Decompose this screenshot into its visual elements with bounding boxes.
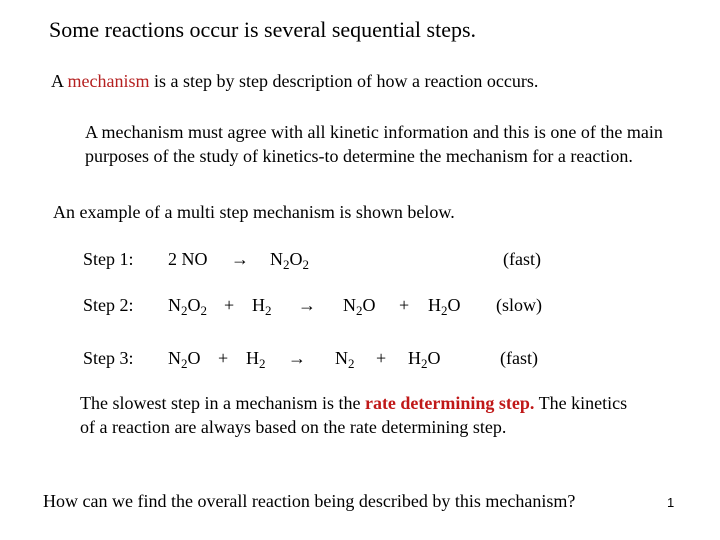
step-3-product-2: $H_2O$	[408, 348, 441, 371]
step-2-product-1: $N_2O$	[343, 295, 376, 318]
step-2-arrow: →	[298, 295, 316, 315]
step-3-reactant-2: $H_2$	[246, 348, 266, 371]
step-2-plus-1: +	[224, 295, 235, 315]
step-2-product-2: $H_2O$	[428, 295, 461, 318]
step-3-product-1: $N_2$	[335, 348, 355, 371]
step-3-plus-1: +	[218, 348, 229, 368]
rate-text-prefix: The slowest step in a mechanism is the	[80, 393, 365, 413]
mechanism-paragraph: A mechanism must agree with all kinetic information and this is one of the main purposes of the study of kinetics-to determine the mechanism for a reaction.	[85, 122, 663, 166]
step-3-arrow: →	[288, 348, 306, 368]
step-1-arrow: →	[231, 249, 249, 269]
step-1-rate: (fast)	[503, 249, 541, 269]
rate-determining-text	[80, 391, 640, 439]
step-3-label: Step 3:	[83, 348, 134, 368]
mechanism-term: mechanism	[67, 71, 150, 91]
step-3-rate: (fast)	[500, 348, 538, 368]
page-number: 1	[667, 495, 675, 510]
overall-reaction-question: How can we find the overall reaction being described by this mechanism?	[43, 491, 576, 511]
definition-suffix: is a step by step description of how a reaction occurs.	[149, 71, 539, 91]
step-2-reactant-2: $H_2$	[252, 295, 272, 318]
slide-title: Some reactions occur is several sequential steps.	[49, 17, 477, 42]
rate-text-suffix: The kinetics of a reaction are always based on the rate determining step.	[80, 393, 628, 437]
step-2-plus-2: +	[399, 295, 410, 315]
step-1-reactant-1: 2 NO	[168, 249, 208, 269]
step-1-label: Step 1:	[83, 249, 134, 269]
step-2-reactant-1: $N_2O_2$	[168, 295, 207, 318]
step-1-product-1: $N_2O_2$	[270, 249, 309, 272]
step-2-label: Step 2:	[83, 295, 134, 315]
step-2-rate: (slow)	[496, 295, 542, 315]
mechanism-definition	[51, 71, 538, 92]
example-intro: An example of a multi step mechanism is shown below.	[53, 202, 455, 222]
definition-prefix: A	[51, 71, 68, 91]
step-3-reactant-1: $N_2O$	[168, 348, 201, 371]
step-3-plus-2: +	[376, 348, 387, 368]
rate-determining-term: rate determining step.	[364, 393, 535, 413]
